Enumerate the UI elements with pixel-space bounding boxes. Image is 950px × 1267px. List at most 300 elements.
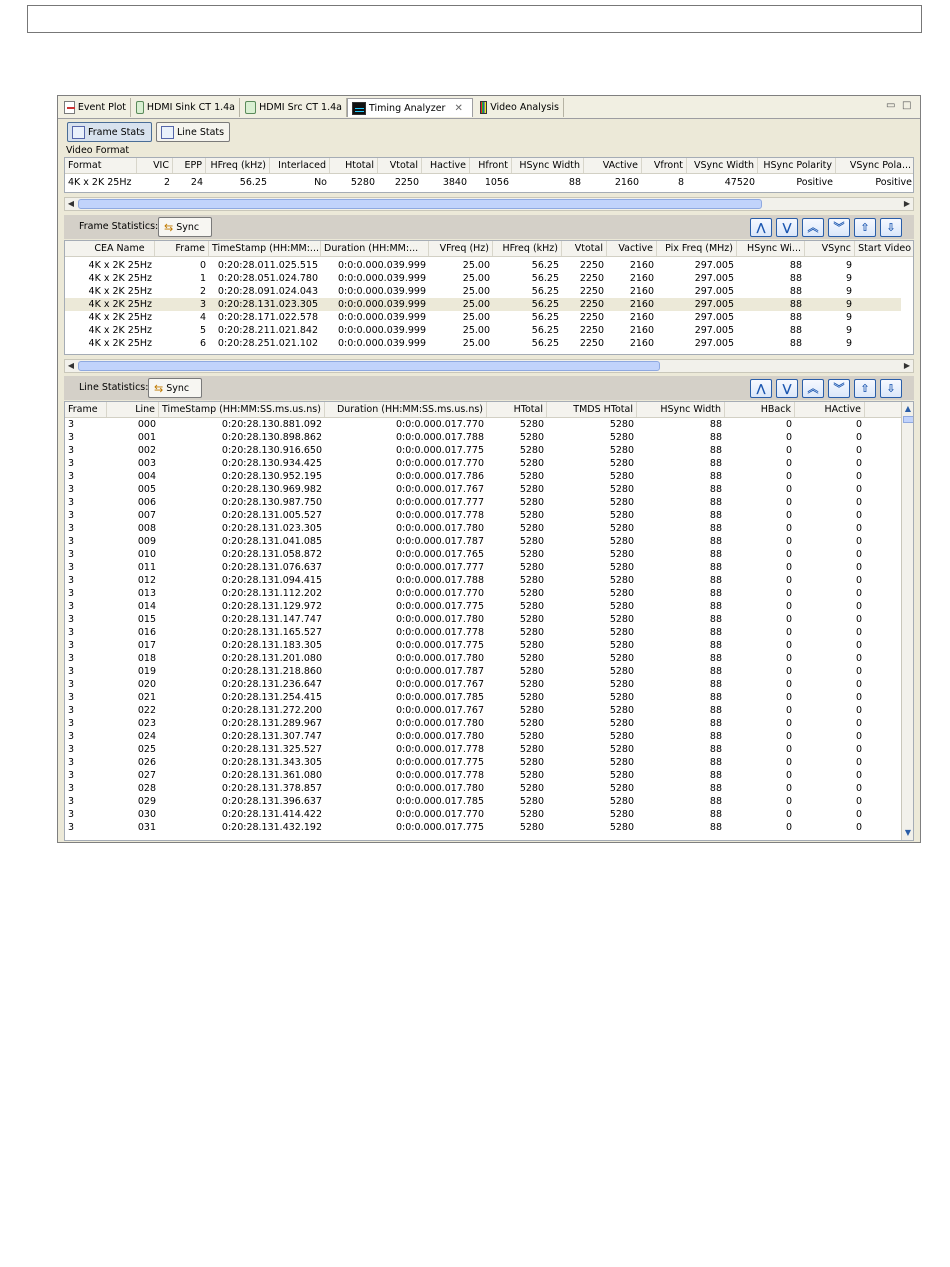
table-cell: 3	[68, 809, 75, 820]
table-cell: 5280	[609, 705, 634, 716]
table-cell: 0:0:0.000.017.770	[396, 419, 484, 430]
table-cell: 0:20:28.131.325.527	[221, 744, 322, 755]
timing-icon	[352, 102, 366, 115]
scroll-up-icon[interactable]: ▲	[904, 404, 912, 413]
table-cell: 0:20:28.131.183.305	[221, 640, 322, 651]
scroll-right-icon[interactable]: ▶	[903, 199, 911, 208]
table-row[interactable]	[65, 639, 901, 652]
tab-timing-analyzer[interactable]	[347, 98, 473, 117]
table-cell: 0:0:0.000.039.999	[338, 299, 426, 310]
editor-tab-bar	[58, 96, 920, 119]
table-cell: 88	[709, 718, 722, 729]
table-cell: 0	[785, 588, 792, 599]
table-row[interactable]	[65, 600, 901, 613]
table-cell: 0	[785, 796, 792, 807]
table-cell: 25.00	[462, 338, 490, 349]
table-cell: 0:20:28.131.112.202	[221, 588, 322, 599]
table-cell: 5280	[609, 497, 634, 508]
table-cell: 25.00	[462, 273, 490, 284]
table-cell: 025	[137, 744, 156, 755]
table-cell: 4K x 2K 25Hz	[88, 312, 152, 323]
line-stats-icon	[161, 126, 174, 139]
column-header[interactable]: Hactive	[422, 158, 470, 173]
table-cell: 56.25	[531, 325, 559, 336]
table-cell: 0:20:28.131.254.415	[221, 692, 322, 703]
table-cell: 0:20:28.171.022.578	[217, 312, 318, 323]
table-row[interactable]	[65, 704, 901, 717]
column-header[interactable]: TimeStamp (HH:MM:...	[209, 241, 321, 256]
table-row[interactable]	[65, 324, 901, 337]
table-cell: 0:20:28.130.987.750	[221, 497, 322, 508]
line-statistics-table	[64, 401, 914, 841]
table-cell: 3840	[442, 177, 467, 188]
table-row[interactable]	[65, 678, 901, 691]
table-cell: 88	[789, 338, 802, 349]
table-cell: 0	[855, 809, 862, 820]
table-cell: 0	[785, 549, 792, 560]
column-header[interactable]: HTotal	[487, 402, 547, 417]
table-cell: 56.25	[531, 338, 559, 349]
page-down-button[interactable]	[828, 379, 850, 398]
table-cell: 0:0:0.000.017.775	[396, 822, 484, 833]
table-cell: 2250	[579, 260, 604, 271]
column-header[interactable]: Vactive	[607, 241, 657, 256]
table-row[interactable]	[65, 730, 901, 743]
table-row[interactable]	[65, 756, 901, 769]
video-format-title: Video Format	[66, 145, 130, 156]
column-header[interactable]: HSync Width	[512, 158, 584, 173]
table-cell: 0	[785, 614, 792, 625]
table-row[interactable]	[65, 496, 901, 509]
table-cell: 3	[68, 484, 75, 495]
table-row[interactable]	[65, 587, 901, 600]
table-row[interactable]	[65, 574, 901, 587]
video-icon	[480, 101, 487, 114]
table-cell: 3	[68, 471, 75, 482]
table-row[interactable]	[65, 665, 901, 678]
column-header[interactable]: CEA Name	[85, 241, 155, 256]
table-cell: 0:20:28.051.024.780	[217, 273, 318, 284]
table-cell: 0:0:0.000.017.775	[396, 640, 484, 651]
table-row[interactable]	[65, 691, 901, 704]
column-header[interactable]: HSync Wi...	[737, 241, 805, 256]
table-cell: 88	[709, 796, 722, 807]
column-header[interactable]: HBack	[725, 402, 795, 417]
row-up-button[interactable]	[750, 218, 772, 237]
table-cell: 0:0:0.000.017.788	[396, 575, 484, 586]
table-cell: 56.25	[531, 273, 559, 284]
table-cell: 297.005	[694, 312, 734, 323]
top-button[interactable]	[854, 218, 876, 237]
table-row[interactable]	[65, 561, 901, 574]
table-cell: 4K x 2K 25Hz	[88, 338, 152, 349]
table-row[interactable]	[65, 509, 901, 522]
table-row[interactable]	[65, 782, 901, 795]
video-format-table	[64, 157, 914, 193]
table-cell: 5280	[609, 484, 634, 495]
table-cell: 0:20:28.131.361.080	[221, 770, 322, 781]
page-down-button[interactable]	[828, 218, 850, 237]
table-cell: 88	[709, 549, 722, 560]
table-cell: 0	[855, 458, 862, 469]
table-row[interactable]	[65, 821, 901, 834]
frame-stats-button[interactable]	[67, 122, 152, 142]
table-cell: 297.005	[694, 260, 734, 271]
table-cell: 0	[785, 822, 792, 833]
column-header[interactable]: Vtotal	[378, 158, 422, 173]
table-cell: 5280	[609, 432, 634, 443]
column-header[interactable]: VIC	[137, 158, 173, 173]
table-cell: 88	[709, 458, 722, 469]
table-cell: 88	[709, 497, 722, 508]
scroll-down-icon[interactable]: ▼	[904, 828, 912, 837]
table-cell: 0:20:28.131.396.637	[221, 796, 322, 807]
table-cell: 5280	[519, 601, 544, 612]
table-cell: 0	[855, 783, 862, 794]
table-row[interactable]	[65, 717, 901, 730]
table-cell: 0:20:28.091.024.043	[217, 286, 318, 297]
page-up-button[interactable]	[802, 379, 824, 398]
column-header[interactable]: TMDS HTotal	[547, 402, 637, 417]
table-cell: 5280	[609, 822, 634, 833]
frame-statistics-bar	[64, 215, 914, 239]
table-cell: 5280	[519, 770, 544, 781]
table-cell: 022	[137, 705, 156, 716]
table-cell: 0:0:0.000.017.775	[396, 757, 484, 768]
close-icon[interactable]: ✕	[454, 102, 463, 114]
top-button[interactable]	[854, 379, 876, 398]
table-row[interactable]	[65, 337, 901, 350]
table-row[interactable]	[65, 626, 901, 639]
table-cell	[855, 259, 914, 272]
line-statistics-vscroll[interactable]	[901, 402, 914, 840]
table-cell: 0:20:28.131.005.527	[221, 510, 322, 521]
table-cell: 4K x 2K 25Hz	[88, 325, 152, 336]
top-icon: ⇧	[860, 221, 870, 234]
table-cell: 0:0:0.000.039.999	[338, 286, 426, 297]
table-cell: 0:0:0.000.017.787	[396, 666, 484, 677]
frame-sync-button[interactable]	[158, 217, 212, 237]
table-cell: 88	[709, 783, 722, 794]
table-cell: 0	[855, 822, 862, 833]
table-row[interactable]	[65, 272, 901, 285]
bottom-button[interactable]	[880, 218, 902, 237]
column-header[interactable]: Htotal	[330, 158, 378, 173]
table-cell: 3	[68, 679, 75, 690]
tab-label: Timing Analyzer	[369, 102, 446, 114]
frame-statistics-label: Frame Statistics:	[79, 221, 159, 232]
table-cell: 0	[785, 510, 792, 521]
table-cell: 5280	[609, 692, 634, 703]
column-header[interactable]: Frame	[65, 402, 107, 417]
tab-label: Event Plot	[77, 102, 126, 113]
column-header[interactable]: VActive	[584, 158, 642, 173]
table-row[interactable]	[65, 535, 901, 548]
table-cell: 021	[137, 692, 156, 703]
table-cell: 88	[789, 260, 802, 271]
table-cell: Positive	[875, 177, 912, 188]
table-cell: 9	[845, 286, 852, 297]
table-cell: 0:0:0.000.017.777	[396, 562, 484, 573]
table-cell: 0:0:0.000.039.999	[338, 338, 426, 349]
table-cell: 024	[137, 731, 156, 742]
column-header[interactable]: VFreq (Hz)	[429, 241, 493, 256]
view-toolbar	[58, 119, 920, 145]
table-cell: 5280	[519, 627, 544, 638]
table-cell: 25.00	[462, 312, 490, 323]
table-cell: 0:0:0.000.017.767	[396, 679, 484, 690]
table-row[interactable]	[65, 613, 901, 626]
table-cell: 0	[855, 770, 862, 781]
table-cell: 020	[137, 679, 156, 690]
table-cell: 4K x 2K 25Hz	[88, 260, 152, 271]
frame-stats-icon	[72, 126, 85, 139]
column-header[interactable]: Vfront	[642, 158, 687, 173]
table-cell: 014	[137, 601, 156, 612]
timing-analyzer-window	[57, 95, 921, 843]
table-cell: 3	[68, 705, 75, 716]
table-cell: 88	[709, 601, 722, 612]
table-cell: 5280	[519, 588, 544, 599]
table-cell: 5280	[519, 796, 544, 807]
table-cell: 030	[137, 809, 156, 820]
column-header[interactable]: HFreq (kHz)	[206, 158, 270, 173]
table-cell	[855, 337, 914, 350]
table-cell: 47520	[724, 177, 755, 188]
table-row[interactable]	[65, 522, 901, 535]
table-cell: 3	[68, 523, 75, 534]
table-cell: 88	[709, 666, 722, 677]
column-header[interactable]: Start Video	[855, 241, 914, 256]
frame-statistics-hscroll[interactable]	[64, 359, 914, 373]
table-cell: 0:0:0.000.017.770	[396, 458, 484, 469]
column-header[interactable]: HSync Polarity	[758, 158, 836, 173]
table-cell: 0:0:0.000.017.765	[396, 549, 484, 560]
column-header[interactable]: Interlaced	[270, 158, 330, 173]
table-cell: 003	[137, 458, 156, 469]
page-up-button[interactable]	[802, 218, 824, 237]
table-cell: 0:0:0.000.017.780	[396, 718, 484, 729]
table-cell: 5280	[609, 445, 634, 456]
column-header[interactable]: VSync	[805, 241, 855, 256]
column-header[interactable]: Hfront	[470, 158, 512, 173]
table-cell	[855, 311, 914, 324]
table-cell: 3	[68, 575, 75, 586]
table-cell: 5280	[519, 705, 544, 716]
table-row[interactable]	[65, 311, 901, 324]
column-header[interactable]: VSync Width	[687, 158, 758, 173]
table-cell: 3	[68, 757, 75, 768]
column-header[interactable]: HFreq (kHz)	[493, 241, 562, 256]
column-header[interactable]: Frame	[155, 241, 209, 256]
table-cell: 88	[709, 627, 722, 638]
column-header[interactable]: Vtotal	[562, 241, 607, 256]
table-row[interactable]	[65, 285, 901, 298]
video-format-hscroll[interactable]	[64, 197, 914, 211]
table-cell: 5	[199, 325, 206, 336]
table-cell: 0:0:0.000.017.777	[396, 497, 484, 508]
scroll-thumb[interactable]	[78, 361, 660, 371]
column-header[interactable]: EPP	[173, 158, 206, 173]
tab-hdmi-src[interactable]	[241, 98, 347, 117]
column-header[interactable]: HActive	[795, 402, 865, 417]
table-cell: 0:20:28.131.094.415	[221, 575, 322, 586]
table-cell: 4K x 2K 25Hz	[88, 273, 152, 284]
page-down-icon: ︾	[833, 221, 845, 234]
table-cell: 2160	[629, 338, 654, 349]
table-row[interactable]	[65, 175, 912, 190]
table-cell: 0	[785, 666, 792, 677]
table-row[interactable]	[65, 483, 901, 496]
table-cell: 88	[709, 588, 722, 599]
table-cell: 0:20:28.130.969.982	[221, 484, 322, 495]
table-cell: 5280	[609, 640, 634, 651]
table-row[interactable]	[65, 548, 901, 561]
table-cell: 1	[199, 273, 206, 284]
table-cell: 5280	[519, 458, 544, 469]
table-cell: 006	[137, 497, 156, 508]
table-cell: 2250	[394, 177, 419, 188]
scroll-right-icon[interactable]: ▶	[903, 361, 911, 370]
table-cell: 88	[709, 432, 722, 443]
table-row[interactable]	[65, 444, 901, 457]
tab-event-plot[interactable]	[60, 98, 131, 117]
table-cell: 88	[709, 757, 722, 768]
tab-hdmi-sink[interactable]	[132, 98, 240, 117]
scroll-thumb[interactable]	[903, 416, 914, 423]
table-row[interactable]	[65, 652, 901, 665]
table-cell: 56.25	[531, 286, 559, 297]
line-sync-button[interactable]	[148, 378, 202, 398]
column-header[interactable]: Line	[107, 402, 159, 417]
table-cell: 5280	[609, 809, 634, 820]
table-cell: 88	[709, 445, 722, 456]
table-cell: 5280	[519, 445, 544, 456]
row-down-button[interactable]	[776, 379, 798, 398]
table-cell: 0:20:28.130.898.862	[221, 432, 322, 443]
column-header[interactable]: Format	[65, 158, 137, 173]
table-cell: 027	[137, 770, 156, 781]
table-row[interactable]	[65, 743, 901, 756]
table-cell: 3	[68, 549, 75, 560]
table-cell: 5280	[519, 510, 544, 521]
table-cell: 5280	[519, 497, 544, 508]
table-cell: 3	[68, 822, 75, 833]
column-header[interactable]: Pix Freq (MHz)	[657, 241, 737, 256]
table-cell: 0	[785, 692, 792, 703]
bottom-icon: ⇩	[886, 382, 896, 395]
table-cell: 0:20:28.131.414.422	[221, 809, 322, 820]
column-header[interactable]: Duration (HH:MM:...	[321, 241, 429, 256]
table-cell: 3	[199, 299, 206, 310]
table-cell: 5280	[519, 575, 544, 586]
table-cell: 88	[709, 822, 722, 833]
table-cell: 0	[855, 731, 862, 742]
table-row[interactable]	[65, 808, 901, 821]
table-row[interactable]	[65, 795, 901, 808]
hdmi-icon	[245, 101, 256, 114]
table-cell: 3	[68, 627, 75, 638]
table-cell: 9	[845, 312, 852, 323]
table-cell: 5280	[519, 640, 544, 651]
down-icon: ⋁	[782, 382, 792, 395]
table-cell: 5280	[609, 575, 634, 586]
table-cell: 25.00	[462, 286, 490, 297]
table-cell: 0	[785, 575, 792, 586]
table-cell: 88	[789, 299, 802, 310]
scroll-thumb[interactable]	[78, 199, 762, 209]
table-row[interactable]	[65, 470, 901, 483]
table-cell: 5280	[609, 627, 634, 638]
table-cell: 0:20:28.131.147.747	[221, 614, 322, 625]
maximize-icon[interactable]: □	[902, 100, 912, 111]
table-cell: 4K x 2K 25Hz	[88, 299, 152, 310]
up-icon: ⋀	[756, 221, 766, 234]
column-header[interactable]: VSync Pola...	[836, 158, 914, 173]
table-cell: 5280	[519, 549, 544, 560]
table-cell: 0	[785, 458, 792, 469]
table-cell: 0	[785, 497, 792, 508]
column-header[interactable]: HSync Width	[637, 402, 725, 417]
row-down-button[interactable]	[776, 218, 798, 237]
table-row[interactable]	[65, 298, 901, 311]
table-cell: 5280	[519, 614, 544, 625]
table-cell: 0:0:0.000.017.786	[396, 471, 484, 482]
table-cell: 0	[785, 445, 792, 456]
table-row[interactable]	[65, 259, 901, 272]
bottom-icon: ⇩	[886, 221, 896, 234]
scroll-left-icon[interactable]: ◀	[67, 199, 75, 208]
table-cell: 0:20:28.130.952.195	[221, 471, 322, 482]
column-header[interactable]: TimeStamp (HH:MM:SS.ms.us.ns)	[159, 402, 325, 417]
row-up-button[interactable]	[750, 379, 772, 398]
bottom-button[interactable]	[880, 379, 902, 398]
tab-video-analysis[interactable]	[476, 98, 564, 117]
scroll-left-icon[interactable]: ◀	[67, 361, 75, 370]
table-cell: 3	[68, 731, 75, 742]
table-cell: 5280	[609, 614, 634, 625]
table-row[interactable]	[65, 431, 901, 444]
table-row[interactable]	[65, 769, 901, 782]
page-header-box	[27, 5, 922, 33]
minimize-icon[interactable]: ▭	[886, 100, 896, 111]
table-cell: 5280	[519, 562, 544, 573]
table-cell: 5280	[519, 666, 544, 677]
table-cell: 0:20:28.131.058.872	[221, 549, 322, 560]
table-cell: 1056	[484, 177, 509, 188]
table-cell: 0	[785, 783, 792, 794]
table-cell: 56.25	[239, 177, 267, 188]
table-cell: 5280	[519, 692, 544, 703]
table-cell: 88	[789, 325, 802, 336]
table-cell: 25.00	[462, 260, 490, 271]
table-cell: 2160	[614, 177, 639, 188]
table-cell	[855, 285, 914, 298]
table-cell: 88	[568, 177, 581, 188]
table-cell: 0:0:0.000.017.788	[396, 432, 484, 443]
table-cell: 5280	[609, 562, 634, 573]
line-stats-button[interactable]	[156, 122, 230, 142]
table-cell: 0:0:0.000.017.767	[396, 705, 484, 716]
column-header[interactable]: Duration (HH:MM:SS.ms.us.ns)	[325, 402, 487, 417]
table-cell: 0	[785, 744, 792, 755]
table-cell	[855, 298, 914, 311]
table-cell: 5280	[609, 419, 634, 430]
table-cell: 0	[785, 471, 792, 482]
table-row[interactable]	[65, 457, 901, 470]
sync-icon: ⇆	[164, 220, 174, 234]
table-row[interactable]	[65, 418, 901, 431]
